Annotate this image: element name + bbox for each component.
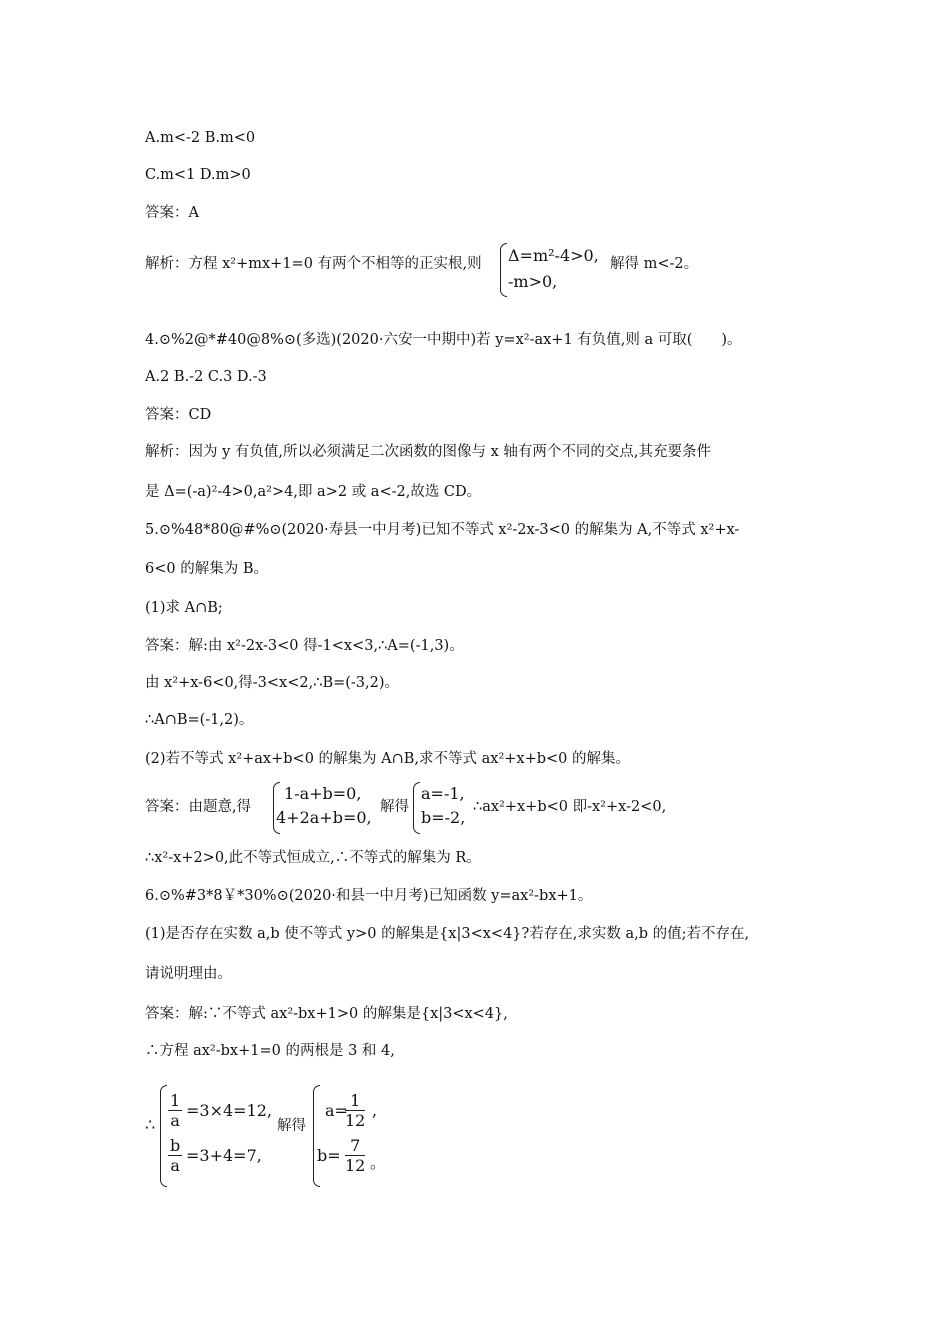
analysis-prefix: 解析：方程 x²+mx+1=0 有两个不相等的正实根,则 [145, 256, 482, 272]
system-row: 4+2a+b=0, [276, 808, 372, 827]
system-row: -m>0, [508, 272, 558, 291]
system-row-end: , [372, 1101, 378, 1120]
fraction [345, 1136, 365, 1175]
analysis-line: 解析：因为 y 有负值,所以必须满足二次函数的图像与 x 轴有两个不同的交点,其充要条件 [145, 444, 712, 460]
system-row: a= [325, 1101, 348, 1120]
answer-line: ∴方程 ax²-bx+1=0 的两根是 3 和 4, [145, 1043, 395, 1059]
system-row-end: 。 [370, 1153, 387, 1172]
system-brace [313, 1085, 320, 1187]
option-line: A.m<-2 B.m<0 [145, 130, 256, 146]
solve-label: 解得 [277, 1118, 306, 1134]
system-row: a=-1, [421, 784, 465, 803]
system-row: b=-2, [421, 808, 466, 827]
question-text: 4.⊙%2@*#40@8%⊙(多选)(2020·六安一中期中)若 y=x²-ax+1 有负值,则 a 可取( )。 [145, 332, 742, 348]
system-brace [160, 1085, 167, 1187]
fraction [345, 1091, 365, 1130]
answer-line: 答案：解:∵不等式 ax²-bx+1>0 的解集是{x|3<x<4}, [145, 1006, 508, 1022]
subquestion: (2)若不等式 x²+ax+b<0 的解集为 A∩B,求不等式 ax²+x+b<0 的解集。 [145, 751, 631, 767]
analysis-suffix: 解得 m<-2。 [610, 256, 699, 272]
analysis-line: 是 Δ=(-a)²-4>0,a²>4,即 a>2 或 a<-2,故选 CD。 [145, 484, 482, 500]
question-text: 6<0 的解集为 B。 [145, 561, 268, 577]
answer-line: 答案：解:由 x²-2x-3<0 得-1<x<3,∴A=(-1,3)。 [145, 638, 464, 654]
answer-suffix: ∴ax²+x+b<0 即-x²+x-2<0, [473, 799, 667, 815]
subquestion: 请说明理由。 [145, 966, 232, 982]
fraction-numerator: 7 [345, 1136, 365, 1156]
answer-line: ∴A∩B=(-1,2)。 [145, 712, 254, 728]
fraction-denominator: 12 [345, 1156, 366, 1175]
answer-mid: 解得 [380, 799, 409, 815]
fraction-denominator: a [170, 1156, 180, 1175]
answer-line: 答案：A [145, 205, 199, 221]
question-text: 5.⊙%48*80@#%⊙(2020·寿县一中月考)已知不等式 x²-2x-3<0 的解集为 A,不等式 x²+x- [145, 522, 740, 538]
answer-line: 答案：CD [145, 407, 212, 423]
system-brace [500, 243, 507, 297]
system-row: 1-a+b=0, [284, 784, 362, 803]
answer-line: ∴x²-x+2>0,此不等式恒成立,∴不等式的解集为 R。 [145, 850, 481, 866]
system-row: =3+4=7, [186, 1146, 262, 1165]
option-line: A.2 B.-2 C.3 D.-3 [145, 369, 267, 385]
system-brace [413, 782, 420, 834]
fraction [168, 1136, 182, 1175]
fraction-numerator: 1 [170, 1091, 181, 1110]
system-row: =3×4=12, [186, 1101, 273, 1120]
fraction-numerator: b [170, 1136, 181, 1155]
question-text: 6.⊙%#3*8￥*30%⊙(2020·和县一中月考)已知函数 y=ax²-bx+1。 [145, 888, 593, 904]
fraction-denominator: a [170, 1111, 180, 1130]
subquestion: (1)是否存在实数 a,b 使不等式 y>0 的解集是{x|3<x<4}?若存在,求实数 a,b 的值;若不存在, [145, 926, 750, 942]
answer-prefix: 答案：由题意,得 [145, 799, 252, 815]
system-row: b= [317, 1146, 341, 1165]
option-line: C.m<1 D.m>0 [145, 167, 251, 183]
fraction-numerator: 1 [345, 1091, 365, 1111]
system-row: Δ=m²-4>0, [508, 246, 599, 265]
fraction-denominator: 12 [345, 1111, 366, 1130]
therefore-symbol: ∴ [145, 1115, 156, 1134]
subquestion: (1)求 A∩B; [145, 600, 223, 616]
answer-line: 由 x²+x-6<0,得-3<x<2,∴B=(-3,2)。 [145, 675, 400, 691]
fraction [168, 1091, 182, 1130]
